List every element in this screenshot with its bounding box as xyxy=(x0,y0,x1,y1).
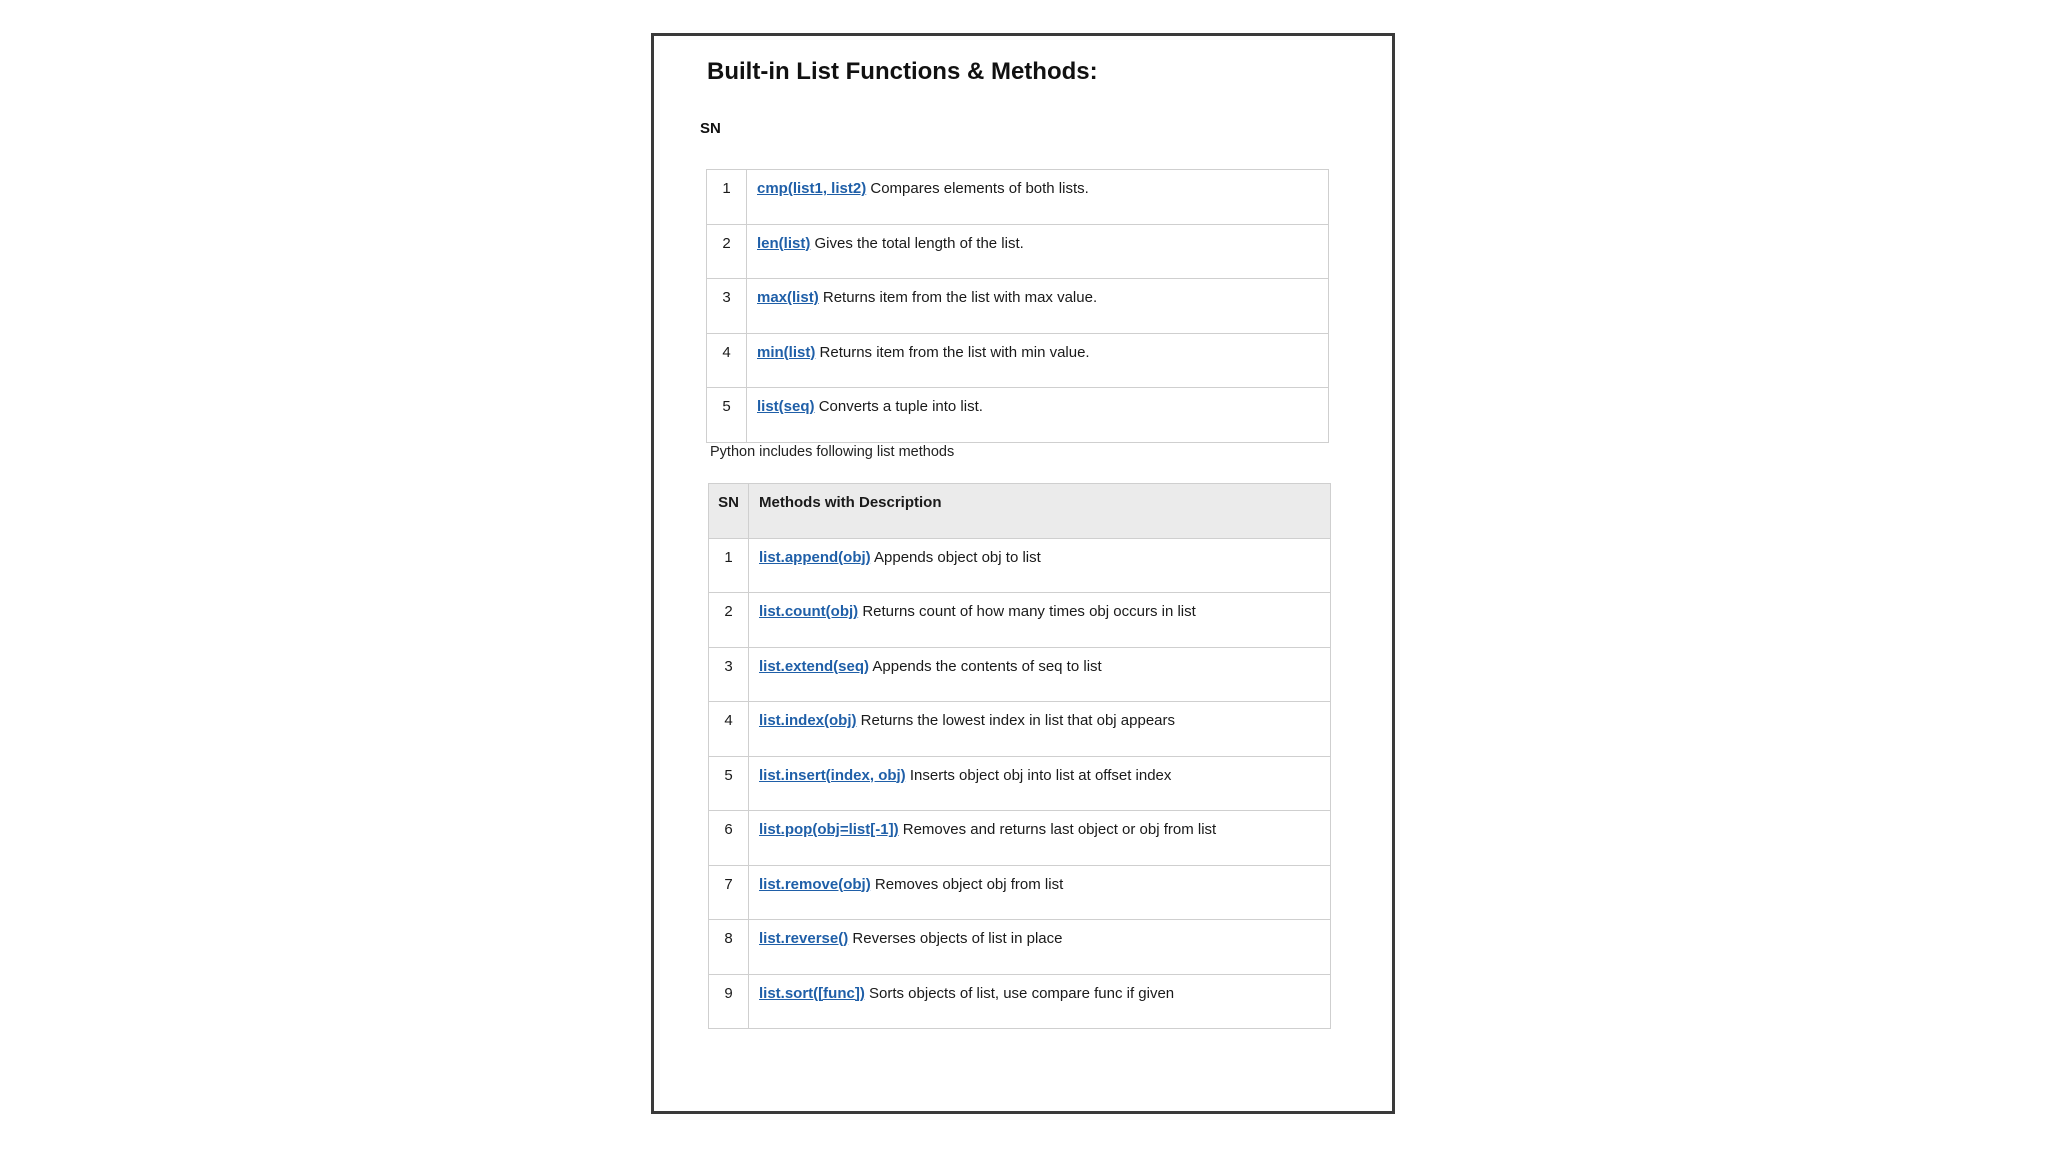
function-description: Returns item from the list with min value. xyxy=(819,343,1090,361)
row-number: 5 xyxy=(709,756,749,811)
row-number: 1 xyxy=(709,538,749,593)
method-link-extend[interactable]: list.extend(seq) xyxy=(759,657,870,675)
row-description xyxy=(749,974,1331,1029)
function-link-len[interactable]: len(list) xyxy=(757,234,811,252)
method-description: Removes object obj from list xyxy=(874,875,1064,893)
table-row xyxy=(709,593,1331,648)
table-row xyxy=(707,333,1329,388)
row-number: 2 xyxy=(709,593,749,648)
function-link-min[interactable]: min(list) xyxy=(757,343,816,361)
table-row xyxy=(709,756,1331,811)
function-link-max[interactable]: max(list) xyxy=(757,289,819,306)
row-number: 2 xyxy=(707,224,747,279)
table-row xyxy=(707,224,1329,279)
table-header-row xyxy=(709,484,1331,539)
method-description: Inserts object obj into list at offset index xyxy=(909,766,1172,784)
method-description: Appends object obj to list xyxy=(874,548,1041,566)
function-description: Compares elements of both lists. xyxy=(870,180,1089,197)
method-description: Sorts objects of list, use compare func if given xyxy=(869,984,1175,1002)
method-link-pop[interactable]: list.pop(obj=list[-1]) xyxy=(759,821,899,838)
page-title: Built-in List Functions & Methods: xyxy=(707,58,1098,85)
method-link-remove[interactable]: list.remove(obj) xyxy=(759,875,871,893)
table-row xyxy=(709,920,1331,975)
row-description xyxy=(749,593,1331,648)
row-description xyxy=(749,865,1331,920)
row-description xyxy=(749,538,1331,593)
row-description xyxy=(747,170,1329,225)
row-description xyxy=(749,647,1331,702)
row-number: 9 xyxy=(709,974,749,1029)
table-row xyxy=(707,388,1329,443)
row-number: 3 xyxy=(709,647,749,702)
function-link-cmp[interactable]: cmp(list1, list2) xyxy=(757,180,867,197)
method-link-index[interactable]: list.index(obj) xyxy=(759,712,857,729)
functions-table xyxy=(706,169,1329,443)
table-row xyxy=(709,811,1331,866)
row-number: 7 xyxy=(709,865,749,920)
function-link-list[interactable]: list(seq) xyxy=(757,398,815,415)
method-description: Appends the contents of seq to list xyxy=(872,657,1102,675)
row-number: 3 xyxy=(707,279,747,334)
method-description: Reverses objects of list in place xyxy=(852,930,1063,947)
methods-table xyxy=(708,483,1331,1029)
function-description: Converts a tuple into list. xyxy=(818,398,983,415)
table-row xyxy=(709,538,1331,593)
method-link-insert[interactable]: list.insert(index, obj) xyxy=(759,766,906,784)
method-link-append[interactable]: list.append(obj) xyxy=(759,548,871,566)
row-description xyxy=(749,811,1331,866)
header-sn: SN xyxy=(709,484,749,539)
methods-note: Python includes following list methods xyxy=(710,444,955,460)
method-description: Removes and returns last object or obj from list xyxy=(902,821,1217,838)
row-description xyxy=(749,702,1331,757)
row-description xyxy=(747,333,1329,388)
row-number: 1 xyxy=(707,170,747,225)
row-description xyxy=(747,224,1329,279)
method-description: Returns count of how many times obj occurs in list xyxy=(862,603,1196,620)
row-number: 4 xyxy=(707,333,747,388)
table-row xyxy=(709,702,1331,757)
function-description: Returns item from the list with max value. xyxy=(822,289,1098,306)
row-description xyxy=(749,756,1331,811)
row-description xyxy=(747,279,1329,334)
method-link-count[interactable]: list.count(obj) xyxy=(759,603,859,620)
row-number: 8 xyxy=(709,920,749,975)
sn-label: SN xyxy=(700,120,721,137)
header-description: Methods with Description xyxy=(749,484,1331,539)
method-description: Returns the lowest index in list that obj appears xyxy=(860,712,1176,729)
table-row xyxy=(709,974,1331,1029)
row-description xyxy=(749,920,1331,975)
row-number: 6 xyxy=(709,811,749,866)
function-description: Gives the total length of the list. xyxy=(814,234,1024,252)
table-row xyxy=(709,865,1331,920)
table-row xyxy=(707,170,1329,225)
row-description xyxy=(747,388,1329,443)
row-number: 4 xyxy=(709,702,749,757)
table-row xyxy=(709,647,1331,702)
row-number: 5 xyxy=(707,388,747,443)
document-page xyxy=(651,33,1395,1114)
table-row xyxy=(707,279,1329,334)
method-link-sort[interactable]: list.sort([func]) xyxy=(759,984,865,1002)
method-link-reverse[interactable]: list.reverse() xyxy=(759,930,849,947)
